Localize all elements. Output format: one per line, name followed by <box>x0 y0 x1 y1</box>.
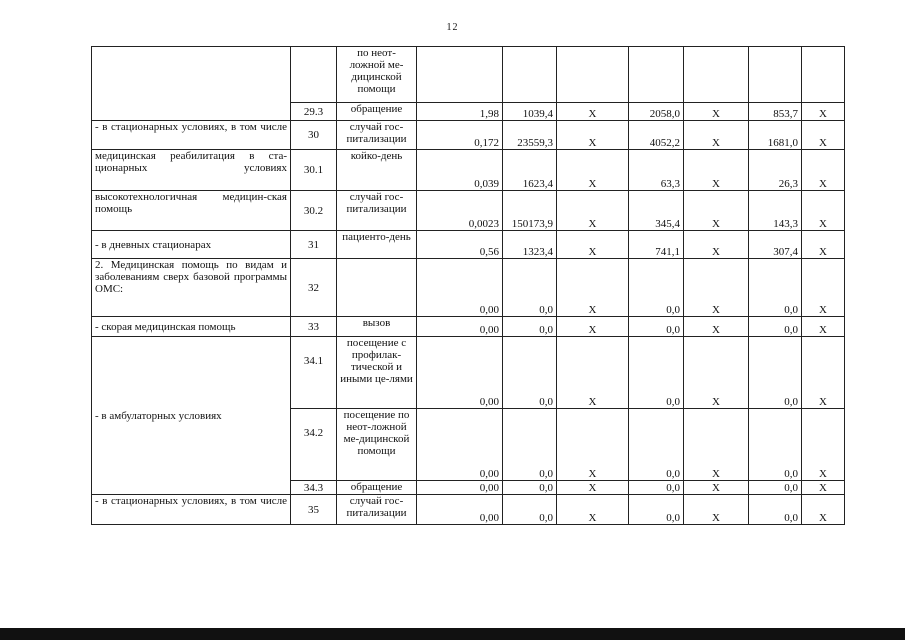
medical-care-table <box>91 46 845 525</box>
x-mark: X <box>557 481 629 495</box>
x-mark: X <box>557 150 629 191</box>
x-mark: X <box>557 409 629 481</box>
x-mark: X <box>802 481 845 495</box>
value-cell: 0,0 <box>629 337 684 409</box>
value-cell: 1623,4 <box>503 150 557 191</box>
x-mark: X <box>557 495 629 525</box>
x-mark: X <box>802 259 845 317</box>
scan-bottom-border <box>0 628 905 640</box>
row-unit: пациенто-день <box>337 231 417 259</box>
value-cell: 741,1 <box>629 231 684 259</box>
x-mark: X <box>684 337 749 409</box>
row-code: 35 <box>291 495 337 525</box>
value-cell: 0,0 <box>503 317 557 337</box>
x-mark: X <box>802 495 845 525</box>
value-cell: 0,0 <box>503 481 557 495</box>
row-unit <box>337 259 417 317</box>
table-row <box>92 337 845 409</box>
row-label: - в дневных стационарах <box>92 231 291 259</box>
row-code: 30.2 <box>291 191 337 231</box>
table-row <box>92 150 845 191</box>
x-mark: X <box>802 409 845 481</box>
row-label: высокотехнологичная медицин-ская помощь <box>92 191 291 231</box>
row-code: 29.3 <box>291 103 337 121</box>
value-cell: 0,00 <box>417 337 503 409</box>
x-mark: X <box>557 231 629 259</box>
value-cell: 0,0 <box>749 409 802 481</box>
value-cell: 150173,9 <box>503 191 557 231</box>
value-cell: 0,0 <box>749 317 802 337</box>
value-cell: 0,0 <box>503 409 557 481</box>
x-mark: X <box>802 103 845 121</box>
value-cell: 0,00 <box>417 259 503 317</box>
value-cell: 0,0 <box>749 495 802 525</box>
x-mark: X <box>684 191 749 231</box>
value-cell: 143,3 <box>749 191 802 231</box>
value-cell: 307,4 <box>749 231 802 259</box>
row-unit: койко-день <box>337 150 417 191</box>
row-unit: вызов <box>337 317 417 337</box>
row-unit: посещение с профилак-тической и иными це-лями <box>337 337 417 409</box>
x-mark: X <box>557 337 629 409</box>
value-cell: 0,0 <box>629 259 684 317</box>
table-row <box>92 259 845 317</box>
row-code: 34.2 <box>291 409 337 481</box>
value-cell: 63,3 <box>629 150 684 191</box>
value-cell: 4052,2 <box>629 121 684 150</box>
x-mark: X <box>802 317 845 337</box>
value-cell: 0,172 <box>417 121 503 150</box>
value-cell: 0,0 <box>503 337 557 409</box>
x-mark: X <box>684 121 749 150</box>
row-code: 34.1 <box>291 337 337 409</box>
x-mark: X <box>684 103 749 121</box>
value-cell: 1,98 <box>417 103 503 121</box>
x-mark: X <box>557 103 629 121</box>
x-mark: X <box>802 121 845 150</box>
value-cell: 0,0 <box>629 495 684 525</box>
value-cell: 0,0 <box>749 259 802 317</box>
value-cell: 23559,3 <box>503 121 557 150</box>
row-unit: по неот-ложной ме-дицинской помощи <box>337 47 417 103</box>
x-mark: X <box>557 317 629 337</box>
x-mark: X <box>557 259 629 317</box>
value-cell: 0,0 <box>503 259 557 317</box>
x-mark: X <box>684 259 749 317</box>
row-code: 31 <box>291 231 337 259</box>
value-cell: 853,7 <box>749 103 802 121</box>
value-cell: 0,0023 <box>417 191 503 231</box>
row-unit: обращение <box>337 481 417 495</box>
row-unit: посещение по неот-ложной ме-дицинской помощи <box>337 409 417 481</box>
row-unit: случай гос-питализации <box>337 121 417 150</box>
value-cell: 0,039 <box>417 150 503 191</box>
row-unit: случай гос-питализации <box>337 495 417 525</box>
row-code: 30.1 <box>291 150 337 191</box>
x-mark: X <box>802 150 845 191</box>
value-cell: 0,56 <box>417 231 503 259</box>
table-row <box>92 317 845 337</box>
x-mark: X <box>684 495 749 525</box>
table-row <box>92 191 845 231</box>
x-mark: X <box>802 231 845 259</box>
value-cell: 0,00 <box>417 317 503 337</box>
row-label: - в стационарных условиях, в том числе <box>92 121 291 150</box>
row-code: 34.3 <box>291 481 337 495</box>
value-cell: 2058,0 <box>629 103 684 121</box>
value-cell: 1323,4 <box>503 231 557 259</box>
row-label: 2. Медицинская помощь по видам и заболеваниям сверх базовой программы ОМС: <box>92 259 291 317</box>
value-cell: 0,00 <box>417 481 503 495</box>
row-code <box>291 47 337 103</box>
page-number: 12 <box>446 22 459 33</box>
table-row <box>92 495 845 525</box>
value-cell: 1681,0 <box>749 121 802 150</box>
table-row <box>92 231 845 259</box>
row-label: - в амбулаторных условиях <box>92 337 291 495</box>
x-mark: X <box>684 317 749 337</box>
value-cell: 0,0 <box>629 317 684 337</box>
row-label: медицинская реабилитация в ста-ционарных условиях <box>92 150 291 191</box>
row-label: - скорая медицинская помощь <box>92 317 291 337</box>
value-cell: 0,0 <box>749 337 802 409</box>
x-mark: X <box>557 191 629 231</box>
x-mark: X <box>557 121 629 150</box>
value-cell: 0,00 <box>417 409 503 481</box>
value-cell: 345,4 <box>629 191 684 231</box>
value-cell: 0,0 <box>629 481 684 495</box>
table-row <box>92 121 845 150</box>
x-mark: X <box>684 409 749 481</box>
row-code: 32 <box>291 259 337 317</box>
value-cell: 0,0 <box>749 481 802 495</box>
row-label: - в стационарных условиях, в том числе <box>92 495 291 525</box>
value-cell: 1039,4 <box>503 103 557 121</box>
value-cell: 26,3 <box>749 150 802 191</box>
row-label <box>92 47 291 121</box>
x-mark: X <box>684 150 749 191</box>
value-cell: 0,0 <box>503 495 557 525</box>
x-mark: X <box>802 191 845 231</box>
x-mark: X <box>802 337 845 409</box>
value-cell: 0,0 <box>629 409 684 481</box>
value-cell: 0,00 <box>417 495 503 525</box>
row-code: 33 <box>291 317 337 337</box>
table-row <box>92 47 845 103</box>
row-unit: обращение <box>337 103 417 121</box>
x-mark: X <box>684 231 749 259</box>
row-code: 30 <box>291 121 337 150</box>
x-mark: X <box>684 481 749 495</box>
row-unit: случай гос-питализации <box>337 191 417 231</box>
